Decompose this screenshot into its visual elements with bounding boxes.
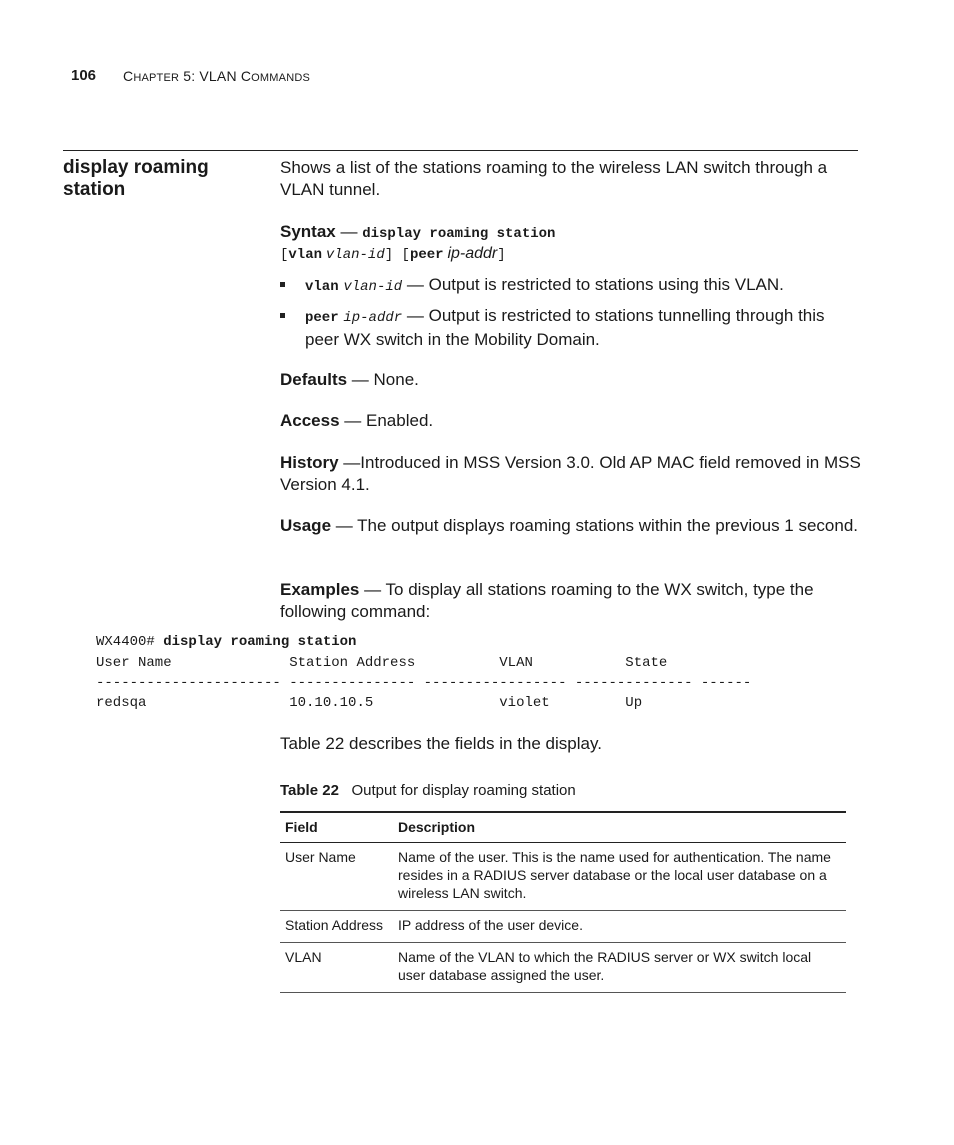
page-number: 106: [71, 67, 97, 84]
table-header-row: [280, 812, 846, 843]
syntax-dash: —: [335, 222, 363, 241]
code-prompt-line: [96, 632, 356, 652]
bullet-description: — Output is restricted to stations using this VLAN.: [402, 275, 784, 294]
syntax-peer-keyword: peer: [409, 247, 444, 263]
bullet-text: [305, 274, 860, 298]
access-text: — Enabled.: [339, 411, 434, 430]
bullet-text: [305, 305, 860, 351]
table-caption: [280, 782, 576, 799]
syntax-label: Syntax: [280, 222, 336, 241]
syntax-bracket: ]: [497, 247, 506, 263]
syntax-command: display roaming station: [362, 226, 556, 242]
defaults-text: — None.: [347, 370, 419, 389]
examples-text: — To display all stations roaming to the WX switch, type the following command:: [280, 580, 814, 621]
description-cell: Name of the user. This is the name used for authentication. The name resides in a RADIUS server database or the local user database on a wireless LAN switch.: [398, 849, 831, 901]
column-header-field: Field: [285, 819, 318, 835]
syntax-options: [280, 245, 506, 263]
table-caption-text: Output for display roaming station: [351, 782, 576, 799]
code-header-line: User Name Station Address VLAN State: [96, 655, 668, 671]
history-paragraph: [280, 452, 865, 496]
section-divider: [63, 150, 858, 151]
history-label: History: [280, 453, 339, 472]
bullet-keyword: vlan: [305, 279, 339, 295]
chapter-heading-part: OMMANDS: [251, 72, 311, 84]
access-label: Access: [280, 411, 340, 430]
syntax-heading: [280, 221, 865, 245]
syntax-vlan-arg: vlan-id: [325, 247, 385, 263]
syntax-peer-arg: ip-addr: [447, 245, 498, 262]
table-caption-label: Table 22: [280, 782, 339, 799]
bullet-description: — Output is restricted to stations tunnelling through this peer WX switch in the Mobility Domain.: [305, 306, 825, 349]
syntax-bracket: ] [: [384, 247, 410, 263]
usage-label: Usage: [280, 516, 332, 535]
section-intro: Shows a list of the stations roaming to the wireless LAN switch through a VLAN tunnel.: [280, 158, 828, 199]
chapter-heading: [123, 68, 310, 84]
examples-label: Examples: [280, 580, 360, 599]
section-title-line: station: [63, 179, 126, 200]
field-cell: VLAN: [285, 949, 322, 965]
bullet-arg: vlan-id: [343, 279, 403, 295]
code-row-line: redsqa 10.10.10.5 violet Up: [96, 695, 643, 711]
bullet-keyword: peer: [305, 310, 339, 326]
field-cell: Station Address: [285, 917, 384, 933]
defaults-label: Defaults: [280, 370, 348, 389]
history-text: —Introduced in MSS Version 3.0. Old AP MAC field removed in MSS Version 4.1.: [280, 453, 861, 494]
bullet-arg: ip-addr: [343, 310, 403, 326]
field-cell: User Name: [285, 849, 356, 865]
chapter-heading-part: HAPTER: [133, 72, 180, 84]
code-prompt: WX4400#: [96, 634, 164, 650]
section-title: [63, 157, 263, 201]
syntax-vlan-keyword: vlan: [288, 247, 323, 263]
description-cell: Name of the VLAN to which the RADIUS server or WX switch local user database assigned the user.: [398, 949, 812, 983]
code-dash-line: ---------------------- --------------- ----------------- -------------- ------: [96, 675, 752, 691]
examples-paragraph: [280, 579, 865, 623]
table-row: [280, 911, 846, 943]
section-title-line: display roaming: [63, 157, 209, 178]
code-command: display roaming station: [163, 634, 357, 650]
syntax-bracket: [: [280, 247, 289, 263]
bullet-marker: [280, 313, 285, 318]
table-row: [280, 843, 846, 911]
chapter-heading-part: 5: VLAN C: [179, 68, 252, 84]
table-row: [280, 943, 846, 993]
column-header-description: Description: [398, 819, 476, 835]
defaults-paragraph: [280, 369, 865, 391]
table-reference: Table 22 describes the fields in the display.: [280, 734, 602, 753]
bullet-marker: [280, 282, 285, 287]
usage-text: — The output displays roaming stations within the previous 1 second.: [331, 516, 859, 535]
fields-table: [280, 811, 846, 993]
usage-paragraph: [280, 515, 865, 537]
chapter-heading-part: C: [123, 68, 134, 84]
description-cell: IP address of the user device.: [398, 917, 583, 933]
access-paragraph: [280, 410, 865, 432]
